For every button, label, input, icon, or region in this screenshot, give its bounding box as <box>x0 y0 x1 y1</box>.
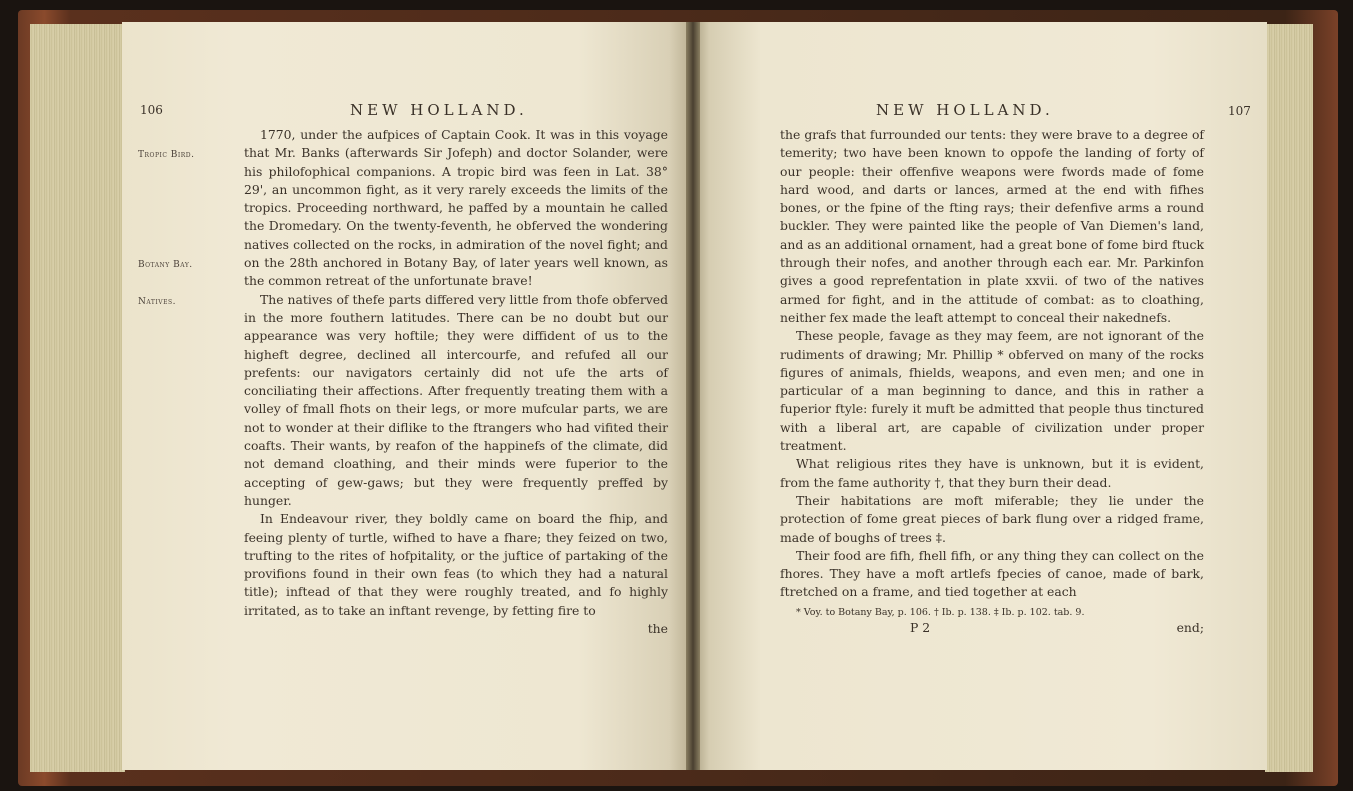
right-page-number: 107 <box>1228 104 1251 118</box>
left-catchword: the <box>647 621 668 637</box>
right-paragraph-4: Their habitations are moft miferable; they lie under the protection of fome great pieces of bark flung over a ridged frame, made of boughs of trees ‡. <box>780 492 1204 545</box>
margin-note-natives: Natives. <box>138 297 176 307</box>
right-paragraph-1: the grafs that furrounded our tents: they were brave to a degree of temerity; two have been known to oppofe the landing of forty of our people: their offenfive weapons were fwords made of fome hard wood, and darts or lances, armed at the end with fifhes bones, or the fpine of the fting rays; their defenfive arms a round buckler. They were painted like the people of Van Diemen's land, and as an additional ornament, had a great bone of fome bird ftuck through their nofes, and another through each ear. Mr. Parkinfon gives a good reprefentation in plate xxvii. of two of the natives armed for fight, and in the attitude of combat: as to cloathing, neither fex made the leaft attempt to conceal their nakednefs. <box>780 127 1204 325</box>
right-paragraph-5: Their food are fifh, fhell fifh, or any thing they can collect on the fhores. They have a moft artlefs fpecies of canoe, made of bark, ftretched on a frame, and tied together at each <box>780 547 1204 600</box>
left-page-edges <box>30 24 125 772</box>
left-paragraph-2: The natives of thefe parts differed very little from thofe obferved in the more fouthern latitudes. There can be no doubt but our appearance was very hoftile; they were diffident of us to the higheft degree, declined all intercourfe, and refufed all our prefents: our navigators certainly did not ufe the arts of conciliating their affections. After frequently treating them with a volley of fmall fhots on their legs, or more mufcular parts, we are not to wonder at their diflike to the ftrangers who had vifited their coafts. Their wants, by reafon of the happinefs of the climate, did not demand cloathing, and their minds were fuperior to the accepting of gew-gaws; but they were frequently preffed by hunger. <box>244 291 669 508</box>
margin-note-botany-bay: Botany Bay. <box>138 260 193 270</box>
left-paragraph-1: 1770, under the aufpices of Captain Cook. It was in this voyage that Mr. Banks (afterwards Sir Jofeph) and doctor Solander, were his philofophical companions. A tropic bird was feen in Lat. 38° 29', an uncommon fight, as it very rarely exceeds the limits of the tropics. Proceeding northward, he paffed by a mountain he called the Dromedary. On the twenty-feventh, he obferved the wondering natives collected on the rocks, in admiration of the novel fight; and on the 28th anchored in Botany Bay, of later years well known, as the common retreat of the unfortunate brave! <box>244 127 668 289</box>
left-page-body <box>244 126 668 638</box>
left-running-head: NEW HOLLAND. <box>350 101 528 119</box>
left-page-number: 106 <box>140 103 163 117</box>
right-catchword: end; <box>1176 619 1204 635</box>
right-paragraph-2: These people, favage as they may feem, are not ignorant of the rudiments of drawing; Mr. Phillip * obferved on many of the rocks figures of animals, fhields, weapons, and even men; and one in particular of a man beginning to dance, and this in rather a fuperior ftyle: furely it muft be admitted that people thus tinctured with a liberal art, are capable of civilization under proper treatment. <box>780 328 1204 454</box>
left-paragraph-3: In Endeavour river, they boldly came on board the fhip, and feeing plenty of turtle, wifhed to have a fhare; they feized on two, trufting to the rites of hofpitality, or the juftice of partaking of the provifions found in their own feas (to which they had a natural title); inftead of that they were roughly treated, and fo highly irritated, as to take an inftant revenge, by fetting fire to <box>244 511 668 618</box>
footnote: * Voy. to Botany Bay, p. 106. † Ib. p. 138. ‡ Ib. p. 102. tab. 9. <box>796 606 1085 618</box>
right-paragraph-3: What religious rites they have is unknown, but it is evident, from the fame authority †, that they burn their dead. <box>780 456 1204 490</box>
right-page-edges <box>1265 24 1313 772</box>
signature-mark: P 2 <box>910 619 931 635</box>
margin-note-tropic-bird: Tropic Bird. <box>138 150 195 160</box>
right-page-body <box>780 126 1204 637</box>
right-running-head: NEW HOLLAND. <box>876 101 1054 119</box>
book-gutter <box>686 22 700 770</box>
